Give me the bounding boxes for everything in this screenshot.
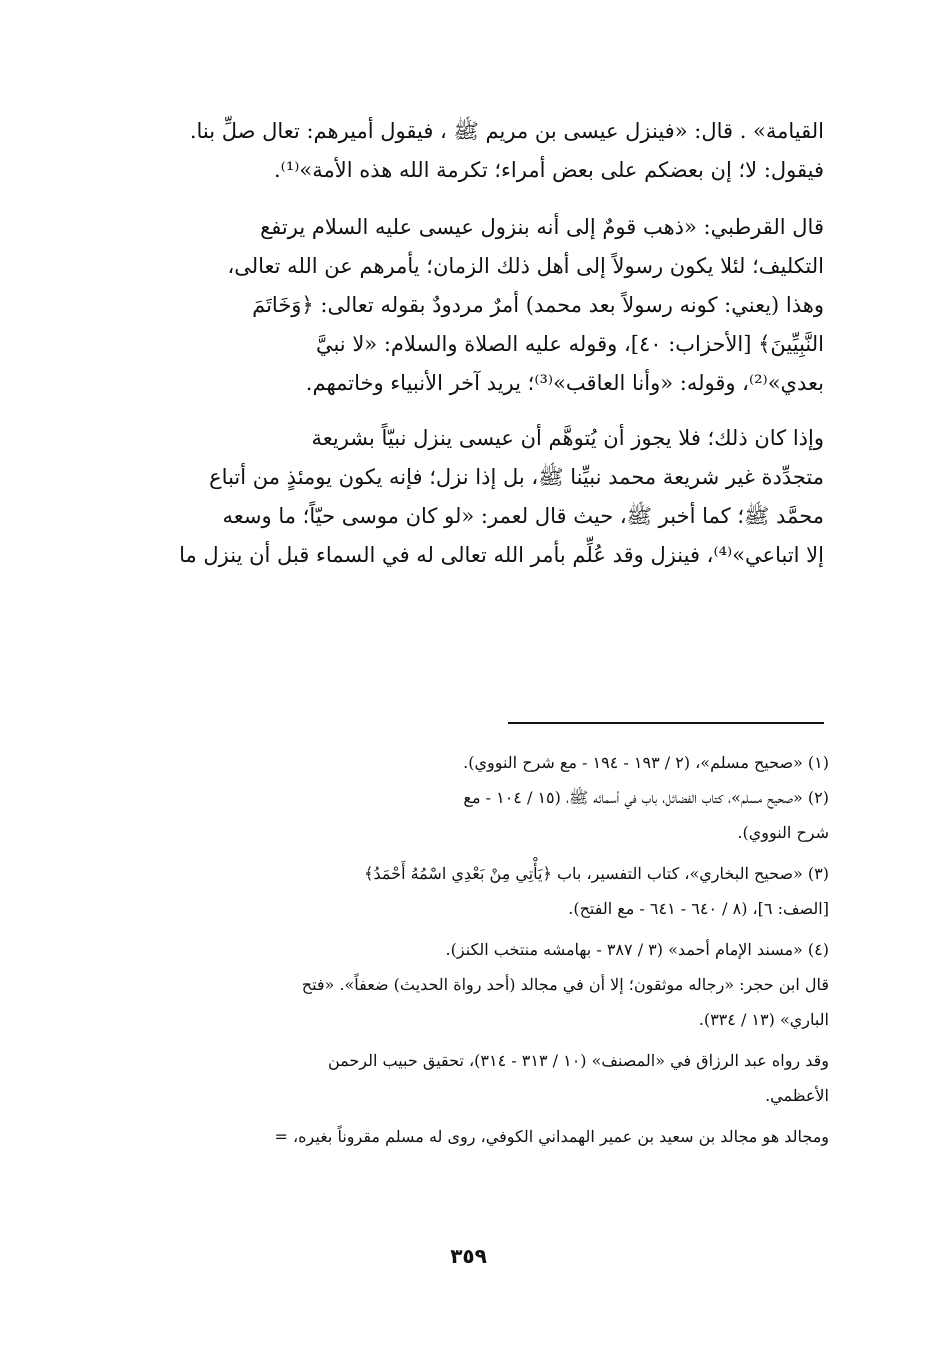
footnote-2: (٢) «صحيح مسلم»، كتاب الفضائل، باب في أسمائه ﷺ، (١٥ / ١٠٤ - مع (463, 788, 829, 807)
footnote-4-comment: قال ابن حجر: «رجاله موثقون؛ إلا أن في مجالد (أحد رواة الحديث) ضعفاً». «فتح (301, 975, 829, 994)
footnote-4-narrator: ومجالد هو مجالد بن سعيد بن عمير الهمداني الكوفي، روى له مسلم مقروناً بغيره، = (274, 1127, 829, 1146)
footnote-3-cont: [الصف: ٦]، (٨ / ٦٤٠ - ٦٤١ - مع الفتح). (568, 899, 829, 918)
footnote-4-comment-cont: الباري» (١٣ / ٣٣٤). (698, 1010, 829, 1029)
paragraph-1 (96, 112, 824, 190)
footnote-3: (٣) «صحيح البخاري»، كتاب التفسير، باب ﴿يَأْتِي مِنْ بَعْدِي اسْمُهُ أَحْمَدُ﴾ (364, 864, 829, 883)
text-line: التكليف؛ لئلا يكون رسولاً إلى أهل ذلك الزمان؛ يأمرهم عن الله تعالى، (227, 254, 824, 278)
text-line: بعدي»⁽²⁾، وقوله: «وأنا العاقب»⁽³⁾؛ يريد آخر الأنبياء وخاتمهم. (305, 371, 824, 395)
text-line: متجدِّدة غير شريعة محمد نبيِّنا ﷺ، بل إذا نزل؛ فإنه يكون يومئذٍ من أتباع (209, 465, 824, 489)
footnote-separator (508, 722, 824, 724)
footnote-1: (١) «صحيح مسلم»، (٢ / ١٩٣ - ١٩٤ - مع شرح النووي). (463, 753, 829, 772)
footnote-2-cont: شرح النووي). (737, 823, 829, 842)
text-line: القيامة» . قال: «فينزل عيسى بن مريم ﷺ ، فيقول أميرهم: تعال صلِّ بنا. (189, 119, 824, 143)
footnote-4: (٤) «مسند الإمام أحمد» (٣ / ٣٨٧ - بهامشه منتخب الكنز). (445, 940, 829, 959)
paragraph-2 (96, 208, 824, 403)
footnote-4-source: وقد رواه عبد الرزاق في «المصنف» (١٠ / ٣١٣ - ٣١٤)، تحقيق حبيب الرحمن (327, 1051, 829, 1070)
text-line: قال القرطبي: «ذهب قومٌ إلى أنه بنزول عيسى عليه السلام يرتفع (260, 215, 824, 239)
page-number: ٣٥٩ (450, 1244, 487, 1268)
text-line: إلا اتباعي»⁽⁴⁾، فينزل وقد عُلِّم بأمر الله تعالى له في السماء قبل أن ينزل ما (179, 543, 824, 567)
text-line: محمَّد ﷺ؛ كما أخبر ﷺ، حيث قال لعمر: «لو كان موسى حيّاً؛ ما وسعه (222, 504, 824, 528)
footnote-4-source-cont: الأعظمي. (765, 1086, 829, 1105)
main-text (96, 112, 824, 575)
paragraph-3 (96, 419, 824, 575)
text-line: وهذا (يعني: كونه رسولاً بعد محمد) أمرٌ مردودٌ بقوله تعالى: ﴿وَخَاتَمَ (252, 293, 824, 317)
text-line: وإذا كان ذلك؛ فلا يجوز أن يُتوهَّم أن عيسى ينزل نبيّاً بشريعة (311, 426, 824, 450)
footnotes (96, 745, 829, 1154)
text-line: فيقول: لا؛ إن بعضكم على بعض أمراء؛ تكرمة الله هذه الأمة»⁽¹⁾. (273, 158, 824, 182)
text-line: النَّبِيِّينَ﴾ [الأحزاب: ٤٠]، وقوله عليه الصلاة والسلام: «لا نبيَّ (315, 332, 824, 356)
